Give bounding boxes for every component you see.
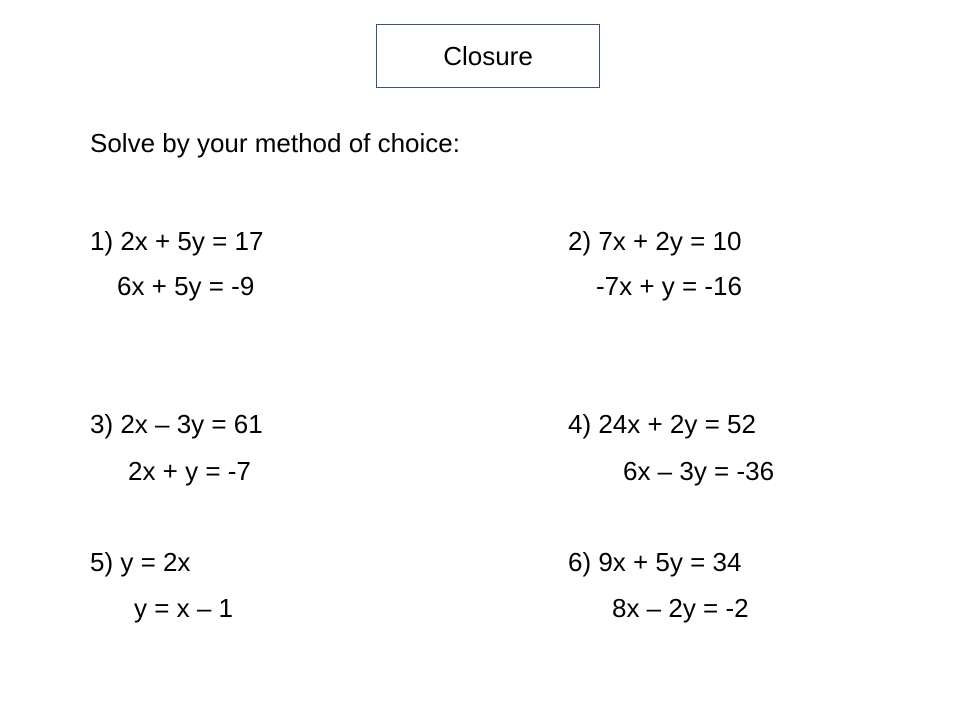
problem-6-equation-1: 6) 9x + 5y = 34 <box>568 547 742 577</box>
problem-1-equation-2: 6x + 5y = -9 <box>117 271 255 301</box>
instruction-text: Solve by your method of choice: <box>90 128 460 158</box>
problem-3-equation-1: 3) 2x – 3y = 61 <box>90 409 263 439</box>
problem-1-equation-1: 1) 2x + 5y = 17 <box>90 226 264 256</box>
problem-5-equation-1: 5) y = 2x <box>90 547 191 577</box>
problem-2-equation-2: -7x + y = -16 <box>596 271 742 301</box>
problem-2-equation-1: 2) 7x + 2y = 10 <box>568 226 742 256</box>
slide-title: Closure <box>443 40 533 71</box>
problem-4-equation-2: 6x – 3y = -36 <box>623 456 775 486</box>
problem-4-equation-1: 4) 24x + 2y = 52 <box>568 409 756 439</box>
problem-5-equation-2: y = x – 1 <box>134 593 233 623</box>
problem-3-equation-2: 2x + y = -7 <box>128 456 251 486</box>
slide-title-box <box>376 24 600 88</box>
problem-6-equation-2: 8x – 2y = -2 <box>612 593 749 623</box>
